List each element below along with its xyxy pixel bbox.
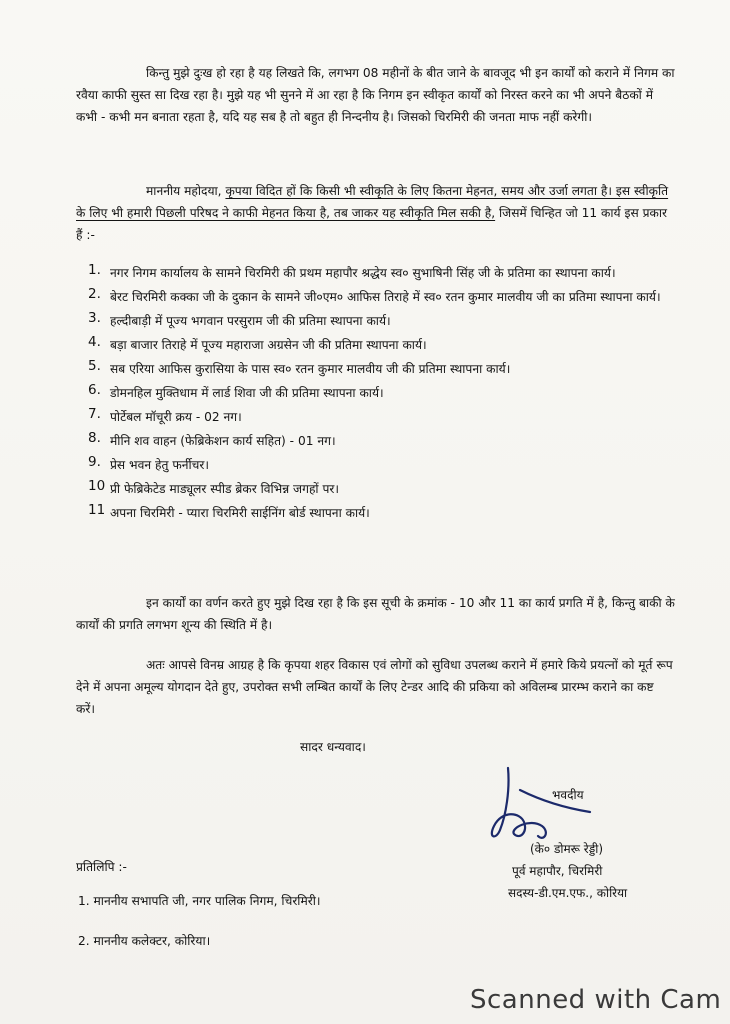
paragraph-delay: किन्तु मुझे दुःख हो रहा है यह लिखते कि, लगभग 08 महीनों के बीत जाने के बावजूद भी इन कार्यों को कराने में निगम का रवैया काफी सुस्त सा दिख रहा है। मुझे यह भी सुनने में आ रहा है कि निगम इन स्वीकृत कार्यों को निरस्त करने का भी अपने बैठकों में कभी - कभी मन बनाता रहता है, यदि यह सब है तो बहुत ही निन्दनीय है। जिसको चिरमिरी की जनता माफ नहीं करेगी। (76, 66, 675, 124)
cc-item: 2. माननीय कलेक्टर, कोरिया। (78, 934, 211, 948)
list-item: 11 अपना चिरमिरी - प्यारा चिरमिरी साईनिंग बोर्ड स्थापना कार्य। (88, 502, 370, 520)
paragraph-effort: माननीय महोदया, कृपया विदित हों कि किसी भी स्वीकृति के लिए कितना मेहनत, समय और उर्जा लगता है। इस स्वीकृति के लिए भी हमारी पिछली परिषद ने काफी मेहनत किया है, तब जाकर यह स्वीकृति मिल सकी है, जिसमें चिन्हित जो 11 कार्य इस प्रकार हैं :- (76, 184, 669, 242)
list-item: 9. प्रेस भवन हेतु फर्नीचर। (88, 454, 209, 472)
list-item: 5. सब एरिया आफिस कुरासिया के पास स्व० रतन कुमार मालवीय जी की प्रतिमा स्थापना कार्य। (88, 358, 511, 376)
signature-icon (480, 760, 600, 850)
closing-thanks: सादर धन्यवाद। (300, 740, 366, 754)
list-item: 3. हल्दीबाड़ी में पूज्य भगवान परसुराम जी की प्रतिमा स्थापना कार्य। (88, 310, 391, 328)
sign-member: सदस्य-डी.एम.एफ., कोरिया (508, 886, 628, 900)
list-item: 6. डोमनहिल मुक्तिधाम में लार्ड शिवा जी की प्रतिमा स्थापना कार्य। (88, 382, 384, 400)
cc-item: 1. माननीय सभापति जी, नगर पालिक निगम, चिरमिरी। (78, 894, 321, 908)
works-list (88, 262, 678, 524)
list-item: 10 प्री फेब्रिकेटेड माड्यूलर स्पीड ब्रेकर विभिन्न जगहों पर। (88, 478, 339, 496)
paragraph-request: अतः आपसे विनम्र आग्रह है कि कृपया शहर विकास एवं लोगों को सुविधा उपलब्ध कराने में हमारे किये प्रयत्नों को मूर्त रूप देने में अपना अमूल्य योगदान देते हुए, उपरोक्त सभी लम्बित कार्यों के लिए टेन्डर आदि की प्रकिया को अविलम्ब प्रारम्भ कराने का कष्ट करें। (76, 658, 673, 716)
sign-name: (के० डोमरू रेड्डी) (530, 842, 603, 856)
sign-yours: भवदीय (552, 788, 584, 802)
list-item: 1. नगर निगम कार्यालय के सामने चिरमिरी की प्रथम महापौर श्रद्धेय स्व० सुभाषिनी सिंह जी के प्रतिमा का स्थापना कार्य। (88, 262, 616, 280)
list-item: 7. पोर्टेबल मॉचूरी क्रय - 02 नग। (88, 406, 242, 424)
cc-title: प्रतिलिपि :- (76, 860, 127, 874)
scanner-watermark: Scanned with Cam (470, 985, 722, 1015)
sign-title: पूर्व महापौर, चिरमिरी (512, 864, 603, 878)
underlined-text: कृपया विदित हों कि किसी भी स्वीकृति के लिए कितना मेहनत, समय और उर्जा लगता है। इस स्वीकृति के लिए भी हमारी पिछली परिषद ने काफी मेहनत किया है, तब जाकर यह स्वीकृति मिल सकी है, (76, 184, 669, 220)
list-item: 4. बड़ा बाजार तिराहे में पूज्य महाराजा अग्रसेन जी की प्रतिमा स्थापना कार्य। (88, 334, 427, 352)
list-item: 8. मीनि शव वाहन (फेब्रिकेशन कार्य सहित) - 01 नग। (88, 430, 336, 448)
list-item: 2. बेरट चिरमिरी कक्का जी के दुकान के सामने जी०एम० आफिस तिराहे में स्व० रतन कुमार मालवीय जी का प्रतिमा स्थापना कार्य। (88, 286, 661, 304)
paragraph-progress: इन कार्यों का वर्णन करते हुए मुझे दिख रहा है कि इस सूची के क्रमांक - 10 और 11 का कार्य प्रगति में है, किन्तु बाकी के कार्यों की प्रगति लगभग शून्य की स्थिति में है। (76, 596, 675, 632)
